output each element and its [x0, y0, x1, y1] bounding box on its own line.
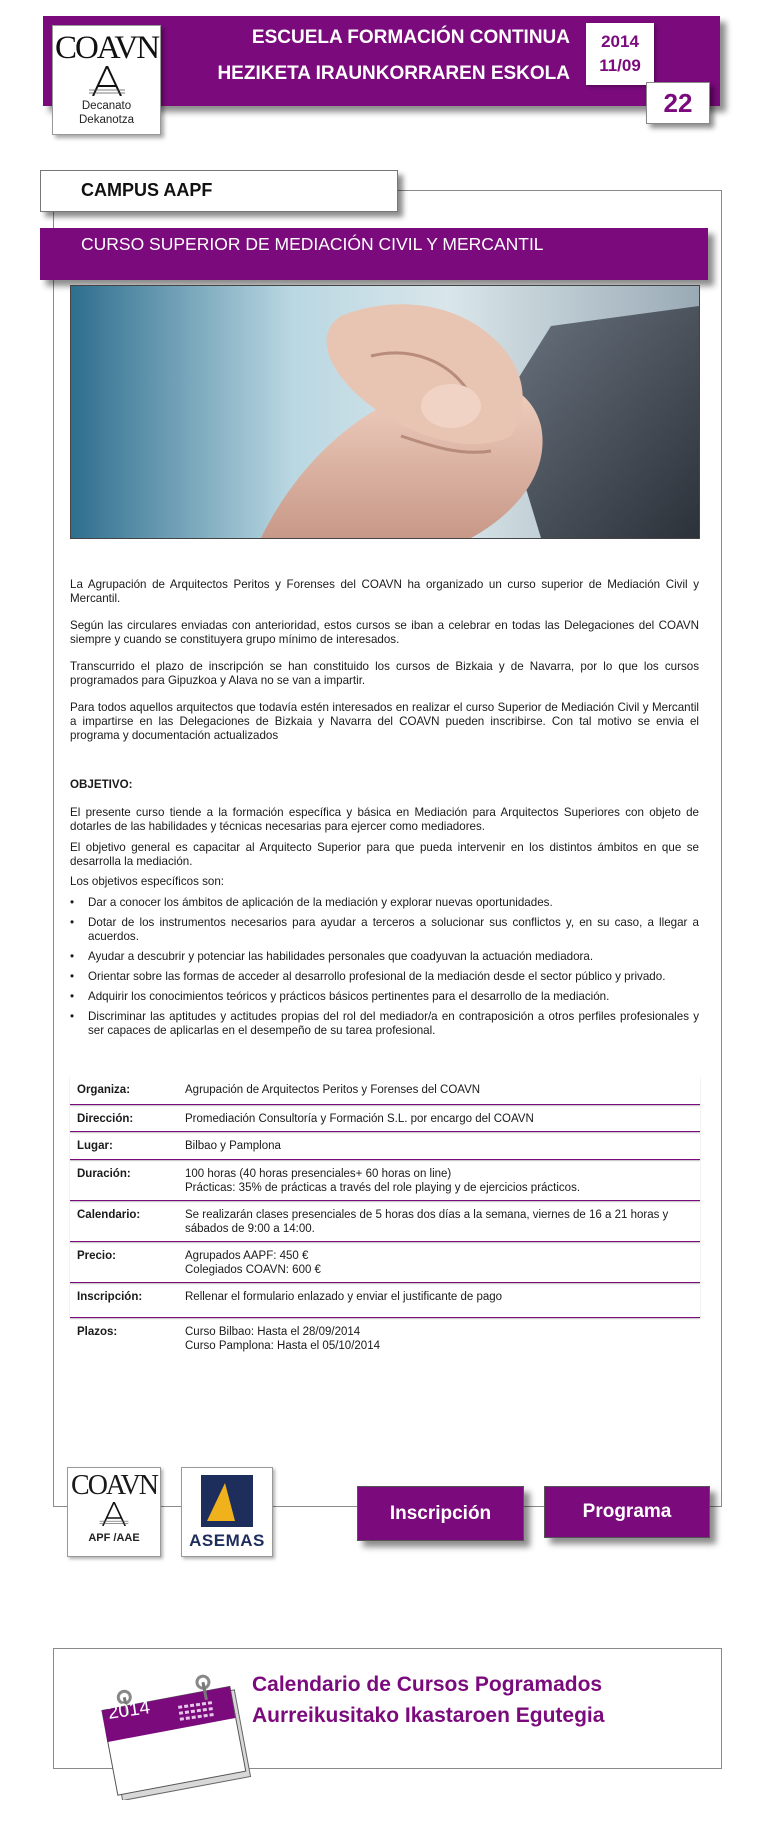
info-row-lugar: Lugar: Bilbao y Pamplona	[70, 1132, 700, 1160]
objetivo-paragraph-2: El objetivo general es capacitar al Arquitecto Superior para que pueda intervenir en los distintos ámbitos en que se desarrolla la mediación.	[70, 841, 699, 868]
intro-paragraph-1: La Agrupación de Arquitectos Peritos y Forenses del COAVN ha organizado un curso superior de Mediación Civil y Mercantil.	[70, 578, 699, 605]
course-title: CURSO SUPERIOR DE MEDIACIÓN CIVIL Y MERCANTIL	[81, 234, 544, 254]
info-row-inscripcion: Inscripción: Rellenar el formulario enlazado y enviar el justificante de pago	[70, 1283, 700, 1318]
intro-paragraph-4: Para todos aquellos arquitectos que todavía estén interesados en realizar el curso Superior de Mediación Civil y Mercantil a impartirse en las Delegaciones de Bizkaia y Navarra del COAVN pueden inscribirse. Con tal motivo se envia el programa y documentación actualizados	[70, 701, 699, 742]
coavn-logo	[52, 25, 161, 135]
issue-day: 11/09	[599, 56, 641, 75]
calendar-title-es[interactable]: Calendario de Cursos Pogramados	[252, 1673, 603, 1696]
apf-aae-logo: COAVN APF /AAE	[67, 1467, 161, 1557]
handshake-photo	[70, 285, 700, 539]
info-row-organiza: Organiza: Agrupación de Arquitectos Peritos y Forenses del COAVN	[70, 1076, 700, 1105]
objetivo-paragraph-3: Los objetivos específicos son:	[70, 875, 225, 888]
list-item: • Adquirir los conocimientos teóricos y prácticos básicos pertinentes para el desarrollo de la mediación.	[70, 990, 610, 1003]
info-row-plazos: Plazos: Curso Bilbao: Hasta el 28/09/2014 Curso Pamplona: Hasta el 05/10/2014	[77, 1326, 380, 1352]
inscripcion-button[interactable]: Inscripción	[357, 1486, 524, 1541]
calendar-year: 2014	[106, 1697, 152, 1724]
logo-subtitle: Decanato Dekanotza	[79, 100, 134, 126]
objetivo-heading: OBJETIVO:	[70, 778, 133, 791]
objetivo-paragraph-1: El presente curso tiende a la formación específica y básica en Mediación para Arquitectos Superiores con objeto de dotarles de las habilidades y técnicas necesarias para ejercer como mediadores.	[70, 806, 699, 833]
objetivos-list	[70, 896, 699, 1044]
campus-label: CAMPUS AAPF	[40, 170, 398, 212]
intro-paragraph-2: Según las circulares enviadas con anterioridad, estos cursos se iban a celebrar en todas las Delegaciones del COAVN siempre y cuando se constituyera grupo mínimo de interesados.	[70, 619, 699, 646]
programa-button[interactable]: Programa	[544, 1486, 710, 1538]
info-row-calendario: Calendario: Se realizarán clases presenciales de 5 horas dos días a la semana, viernes de 16 a 21 horas y sábados de 9:00 a 14:00.	[70, 1201, 700, 1242]
logo-wordmark: COAVN	[54, 30, 159, 66]
calendar-icon	[92, 1665, 252, 1800]
logo-emblem-icon	[87, 66, 127, 96]
header-title-es: ESCUELA FORMACIÓN CONTINUA	[251, 27, 570, 48]
course-info-table	[70, 1076, 700, 1358]
list-item: • Ayudar a descubrir y potenciar las habilidades personales que coadyuvan la actuación mediadora.	[70, 950, 594, 963]
list-item: • Dar a conocer los ámbitos de aplicación de la mediación y explorar nuevas oportunidades.	[70, 896, 553, 909]
issue-year: 2014	[601, 32, 639, 51]
apf-emblem-icon	[98, 1502, 130, 1526]
calendar-title-eu[interactable]: Aurreikusitako Ikastaroen Egutegia	[252, 1704, 605, 1727]
list-item: • Discriminar las aptitudes y actitudes propias del rol del mediador/a en contraposición a otros perfiles profesionales y ser capaces de aplicarlas en el desempeño de su tarea profesional.	[70, 1010, 699, 1037]
list-item: • Orientar sobre las formas de acceder al desarrollo profesional de la mediación desde el sector público y privado.	[70, 970, 666, 983]
intro-paragraph-3: Transcurrido el plazo de inscripción se han constituido los cursos de Bizkaia y de Navarra, por lo que los cursos programados para Gipuzkoa y Alava no se van a impartir.	[70, 660, 699, 687]
info-row-precio: Precio: Agrupados AAPF: 450 € Colegiados COAVN: 600 €	[70, 1242, 700, 1283]
asemas-emblem-icon	[201, 1475, 253, 1527]
issue-date	[586, 23, 654, 85]
header-title-eu: HEZIKETA IRAUNKORRAREN ESKOLA	[217, 63, 570, 84]
info-row-duracion: Duración: 100 horas (40 horas presenciales+ 60 horas on line) Prácticas: 35% de prácticas a través del role playing y de ejercicios prácticos.	[70, 1160, 700, 1201]
info-row-direccion: Dirección: Promediación Consultoría y Formación S.L. por encargo del COAVN	[70, 1105, 700, 1132]
asemas-logo: ASEMAS	[181, 1467, 273, 1557]
issue-number: 22	[646, 82, 710, 124]
list-item: • Dotar de los instrumentos necesarios para ayudar a terceros a solucionar sus conflictos y, en su caso, a llegar a acuerdos.	[70, 916, 699, 943]
course-title-bar	[40, 228, 708, 280]
